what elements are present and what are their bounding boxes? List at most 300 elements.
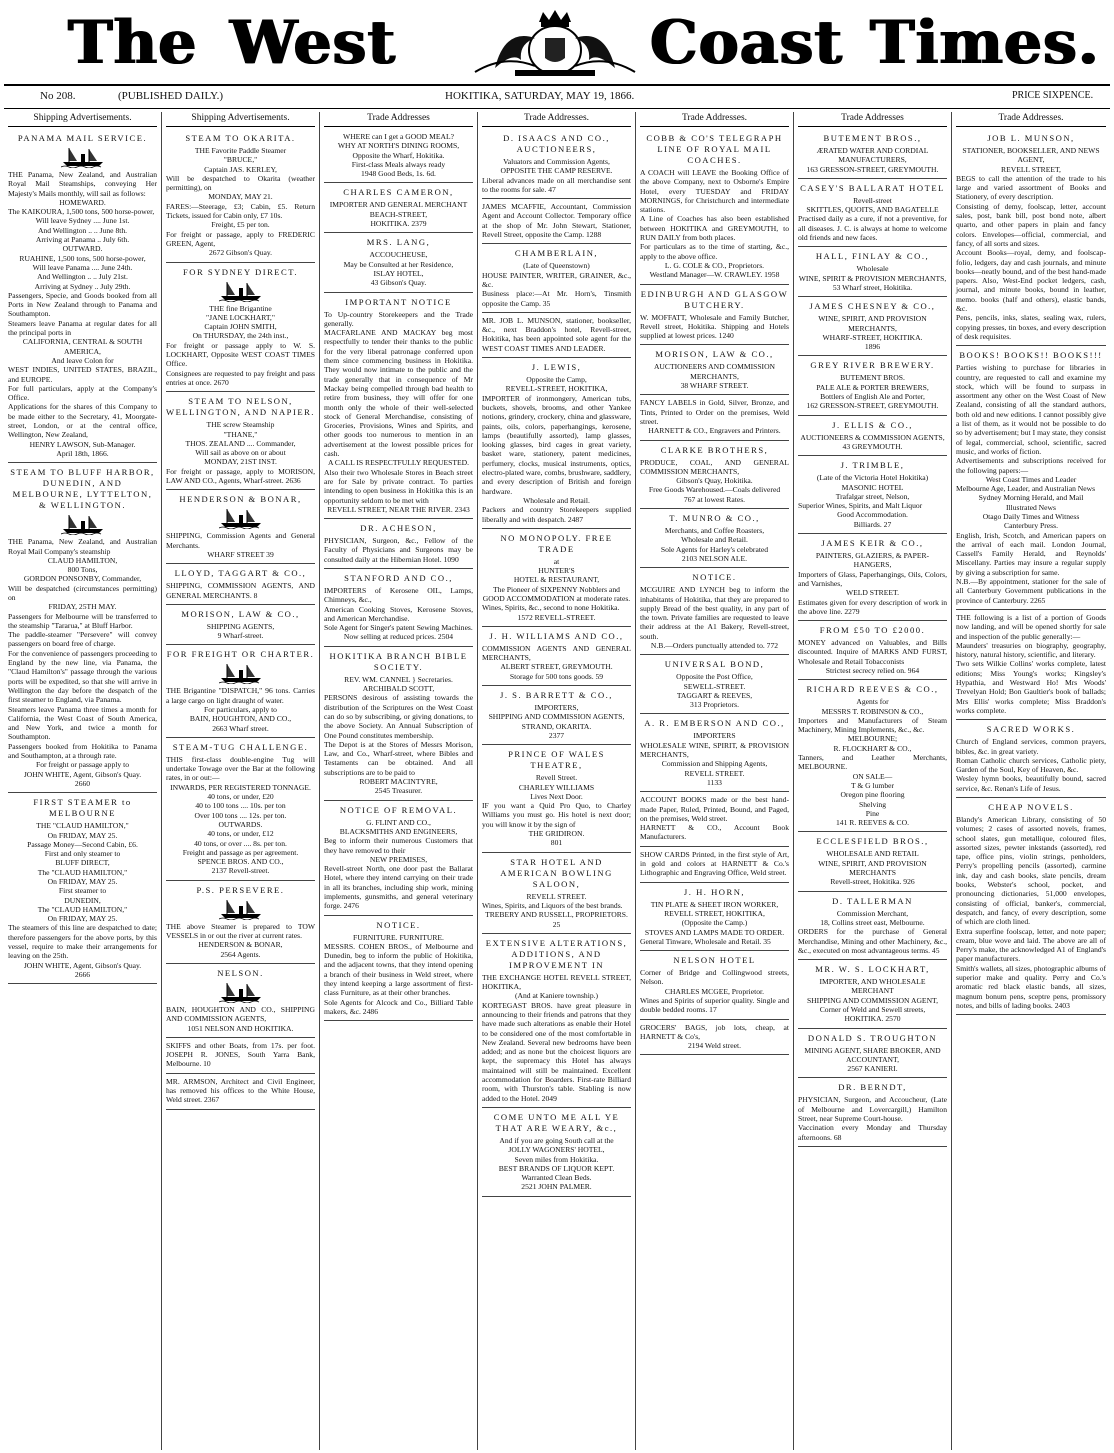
advertisement <box>956 129 1106 346</box>
steamship-icon <box>219 898 263 920</box>
ad-text: Importers of Glass, Paperhangings, Oils, Colors, and Varnishes, <box>798 569 947 588</box>
ad-text: ROBERT MACINTYRE, <box>359 777 438 787</box>
advertisement <box>956 346 1106 610</box>
ad-text: Commission Merchant, <box>836 908 909 918</box>
ad-text: 141 R. REEVES & CO. <box>836 818 909 828</box>
advertisement <box>324 647 473 801</box>
ad-title: STAR HOTEL AND AMERICAN BOWLING SALOON, <box>500 856 613 889</box>
advertisement <box>798 832 947 891</box>
ad-text: HUNTER'S <box>538 566 575 576</box>
ad-title: STEAM TO BLUFF HARBOR, DUNEDIN, AND MELBOURNE, LYTTELTON, & WELLINGTON. <box>10 467 155 511</box>
ad-title: IMPORTANT NOTICE <box>345 296 452 307</box>
issue-price: PRICE SIXPENCE. <box>1012 90 1094 101</box>
ad-text: GORDON PONSONBY, Commander, <box>23 574 142 584</box>
advertisement <box>324 129 473 183</box>
column-2 <box>162 112 320 1450</box>
ad-text: First-class Meals always ready <box>351 159 446 169</box>
ad-title: FIRST STEAMER to MELBOURNE <box>33 797 132 819</box>
ad-text: AUCTIONEERS & COMMISSION AGENTS, <box>800 432 945 442</box>
ad-text: TREBERY AND RUSSELL, PROPRIETORS. 25 <box>485 910 628 929</box>
ad-text: L. G. COLE & CO., Proprietors. <box>664 260 765 270</box>
issue-number: No 208. <box>40 90 76 102</box>
steamship-icon <box>61 146 105 168</box>
ad-text: AUCTIONEERS AND COMMISSION MERCHANTS, <box>653 362 776 381</box>
ad-text: COMMISSION AGENTS AND GENERAL MERCHANTS, <box>482 643 631 663</box>
ad-title: NELSON HOTEL <box>673 955 756 966</box>
ad-text: ORDERS for the purchase of General Merchandise, Mining and other Machinery, &c., &c., executed on most advantageous terms. 45 <box>798 927 947 955</box>
ad-title: JAMES KEIR & CO., <box>821 538 924 549</box>
ad-title: A. R. EMBERSON AND CO., <box>644 718 785 729</box>
ad-text: First and only steamer to <box>44 849 121 859</box>
ad-title: FOR FREIGHT OR CHARTER. <box>166 649 315 660</box>
ad-text: 18, Collins street east, Melbourne. <box>820 917 925 927</box>
ad-text: WEST INDIES, UNITED STATES, BRAZIL, and EUROPE. <box>8 365 157 384</box>
ad-text: 43 Gibson's Quay. <box>370 278 427 288</box>
ad-text: THE fine Brigantine <box>209 303 272 313</box>
ad-text: Strictest secrecy relied on. 964 <box>825 665 920 675</box>
ad-title: MR. W. S. LOCKHART, <box>815 964 930 975</box>
ad-title: J. TRIMBLE, <box>840 460 905 471</box>
ad-text: WHARF-STREET, HOKITIKA. <box>822 332 923 342</box>
ad-text: For full particulars, apply at the Company's Office. <box>8 383 157 403</box>
advertisement <box>798 1029 947 1079</box>
ad-text: IF you want a Quid Pro Quo, to Charley Williams you must go. His hotel is next door; you will know it by the sign of <box>482 801 631 829</box>
ad-text: Wesley hymn books, beautifully bound, sacred service, &c. Renan's Life of Jesus. <box>956 774 1106 793</box>
ad-text: Sole Agents for Harley's celebrated <box>660 544 769 554</box>
ad-text: WINE, SPIRIT, AND PROVISION MERCHANTS, <box>818 314 927 333</box>
column-heading: Trade Addresses <box>324 112 473 127</box>
ad-text: HARNETT & CO., Account Book Manufacturers. <box>640 823 789 842</box>
ad-text: THE Brigantine "DISPATCH," 96 tons. Carries a large cargo on light draught of water. <box>166 686 315 705</box>
ad-text: JOLLY WAGONERS' HOTEL, <box>508 1145 605 1155</box>
ad-text: Pens, pencils, inks, slates, sealing wax, rulers, copying presses, tin boxes, and every description of desk requisites. <box>956 313 1106 341</box>
ad-text: SHIPPING, Commission Agents and General Merchants. <box>166 531 315 550</box>
ad-text: Billiards. 27 <box>853 519 892 529</box>
advertisement <box>640 441 789 509</box>
ad-text: SKIFFS and other Boats, from 17s. per foot. JOSEPH R. JONES, South Yarra Bank, Melbourne. 10 <box>166 1040 315 1069</box>
ad-text: Over 100 tons .... 12s. per ton. <box>194 810 287 820</box>
ad-text: MINING AGENT, SHARE BROKER, AND <box>804 1045 941 1055</box>
ad-text: IMPORTER AND GENERAL MERCHANT <box>329 200 468 210</box>
ad-text: Steamers leave Panama at regular dates for all the principal ports in <box>8 318 157 338</box>
ad-title: STANFORD AND CO., <box>344 572 453 583</box>
ad-text: BUTEMENT BROS. <box>840 373 905 383</box>
advertisement <box>798 416 947 457</box>
ad-text: Gibson's Quay, Hokitika. <box>676 476 753 486</box>
ad-text: 2521 JOHN PALMER. <box>521 1182 592 1192</box>
advertisement <box>640 847 789 883</box>
advertisement <box>8 793 157 984</box>
ad-text: REV. WM. CANNEL } Secretaries. <box>344 674 453 684</box>
ad-text: Maunders' treasuries on biography, geography, history, natural history, scientific, and literary. <box>956 640 1106 660</box>
ad-title: STEAM TO OKARITA. <box>185 133 296 143</box>
ad-text: ACCOUNTANT, <box>845 1054 900 1064</box>
ad-text: REVELL STREET, <box>1001 164 1061 174</box>
ad-text: HOMEWARD. <box>59 197 106 207</box>
ad-text: 163 GRESSON-STREET, GREYMOUTH. <box>806 164 939 174</box>
ad-text: BEST BRANDS OF LIQUOR KEPT. <box>498 1163 615 1173</box>
ad-text: Estimates given for every description of work in the above line. 2279 <box>798 597 947 616</box>
issue-date: HOKITIKA, SATURDAY, MAY 19, 1866. <box>445 90 635 102</box>
ad-title: LLOYD, TAGGART & CO., <box>174 568 307 579</box>
steamship-icon <box>61 513 105 535</box>
ad-title: NELSON. <box>217 967 264 978</box>
advertisement <box>798 534 947 621</box>
ad-text: 2377 <box>548 730 565 740</box>
ad-title: D. ISAACS AND CO., AUCTIONEERS, <box>503 133 610 154</box>
ad-text: Also their two Wholesale Stores in Beach street are for Sale by private contract. To parties intending to open business in Hokitika this is an opportunity seldom to be met with <box>324 467 473 505</box>
ad-text: T & G lumber <box>850 780 895 790</box>
ad-text: Freight and passage as per agreement. <box>182 847 299 857</box>
ad-text: Extra superfine foolscap, letter, and note paper; cream, blue wove and laid. The above are all of Perry's make, the acknowledged A1 of England's paper manufacturers. <box>956 926 1106 964</box>
ad-text: Otago Daily Times and Witness <box>982 511 1080 521</box>
ad-text: ÆRATED WATER AND CORDIAL MANUFACTURERS, <box>816 146 929 165</box>
ad-title: NOTICE OF REMOVAL. <box>339 804 458 815</box>
ad-text: WHARF STREET 39 <box>207 549 274 559</box>
advertisement <box>166 881 315 964</box>
advertisement <box>8 463 157 793</box>
ad-text: The steamers of this line are despatched to date; therefore passengers for the above ports, by this vessel, require to make their arrangements for leaving on the 25th. <box>8 923 157 961</box>
ad-text: IMPORTERS <box>693 731 736 741</box>
ad-text: ON SALE— <box>852 771 893 781</box>
ad-text: Will leave Sydney .... June 1st. <box>35 216 130 226</box>
advertisement <box>482 529 631 627</box>
ad-text: The Pioneer of SIXPENNY Nobblers and <box>493 584 620 594</box>
ad-text: Consisting of demy, foolscap, letter, account sales, post, bank bill, post bond note, albert quarto, and other papers in plain and fancy colors. Envelopes—official, commercial, and fancy, of all sorts and sizes. <box>956 201 1106 248</box>
ad-text: 767 at lowest Rates. <box>683 494 746 504</box>
advertisement <box>640 285 789 346</box>
ad-title: CHAMBERLAIN, <box>514 248 599 259</box>
ad-text: THE Panama, New Zealand, and Australian Royal Mail Company's steamship <box>8 537 157 556</box>
masthead <box>0 8 1114 80</box>
ad-text: Tanners, and Leather Merchants, MELBOURNE. <box>798 753 947 772</box>
ad-text: OUTWARD. <box>62 244 103 254</box>
ad-text: N.B.—By appointment, stationer for the sale of all Canterbury Government publications in the province of Canterbury. 2265 <box>956 577 1106 605</box>
advertisement <box>640 792 789 846</box>
ad-text: Oregon pine flooring <box>840 790 905 800</box>
ad-text: 2672 Gibson's Quay. <box>208 248 273 258</box>
ad-text: REVELL STREET. <box>526 891 587 901</box>
ad-text: Bottlers of English Ale and Porter, <box>820 392 925 402</box>
ad-title: STEAM TO NELSON, WELLINGTON, AND NAPIER. <box>166 396 315 418</box>
ad-text: April 18th, 1866. <box>56 448 109 458</box>
advertisement <box>166 738 315 881</box>
ad-text: TIN PLATE & SHEET IRON WORKER, <box>650 899 779 909</box>
ad-text: Passage Money—Second Cabin, £6. <box>27 839 138 849</box>
ad-text: Arriving at Sydney .. July 29th. <box>34 281 131 291</box>
ad-text: BLACKSMITHS AND ENGINEERS, <box>339 826 458 836</box>
ad-text: Will be despatched (circumstances permitting) on <box>8 583 157 602</box>
ad-text: 2567 KANIERI. <box>847 1064 898 1074</box>
advertisement <box>956 798 1106 1015</box>
advertisement <box>640 395 789 440</box>
ad-text: THE above Steamer is prepared to TOW VESSELS in or out the river at current rates. <box>166 921 315 941</box>
ad-title: COBB & CO'S TELEGRAPH LINE OF ROYAL MAIL COACHES. <box>646 133 783 165</box>
column-heading: Trade Addresses. <box>956 112 1106 127</box>
ad-text: Good Accommodation. <box>837 510 908 520</box>
advertisement <box>324 916 473 1022</box>
ad-text: Freight, £5 per ton. <box>211 220 270 230</box>
advertisement <box>166 490 315 564</box>
ad-title: HOKITIKA BRANCH BIBLE SOCIETY. <box>329 650 468 672</box>
ad-text: WHY AT NORTH'S DINING ROOMS, <box>337 141 460 151</box>
ad-text: Revell Street. <box>535 773 578 783</box>
column-7 <box>952 112 1110 1450</box>
advertisement <box>482 244 631 312</box>
ad-text: SHOW CARDS Printed, in the first style of Art, in gold and colors at HARNETT & Co.'s Lithographic and Engraving Office, Weld street. <box>640 849 789 878</box>
ad-text: HOTEL & RESTAURANT, <box>513 575 600 585</box>
advertisement <box>482 745 631 852</box>
ad-text: OPPOSITE THE CAMP RESERVE. <box>500 166 613 176</box>
issue-frequency: (PUBLISHED DAILY.) <box>118 90 224 102</box>
advertisement <box>324 801 473 916</box>
ad-text: SHIPPING, COMMISSION AGENTS, AND GENERAL MERCHANTS. 8 <box>166 581 315 600</box>
advertisement <box>640 129 789 285</box>
ad-title: EXTENSIVE ALTERATIONS, ADDITIONS, AND IMPROVEMENT IN <box>485 937 628 970</box>
ad-text: Storage for 500 tons goods. 59 <box>509 671 604 681</box>
ad-title: HALL, FINLAY & CO., <box>815 251 930 262</box>
ad-text: The paddle-steamer "Persevere" will convey passengers on board free of charge. <box>8 630 157 649</box>
advertisement <box>798 621 947 680</box>
ad-text: 40 tons, or under, £12 <box>207 829 274 839</box>
advertisement <box>166 645 315 737</box>
advertisement <box>482 129 631 199</box>
ad-text: Passengers, Specie, and Goods booked from all Ports in New Zealand through to Panama and Southampton. <box>8 290 157 319</box>
issue-rule <box>4 108 1110 109</box>
ad-text: MESSRS T. ROBINSON & CO., <box>821 706 924 716</box>
ad-text: (Late of the Victoria Hotel Hokitika) <box>816 473 929 483</box>
ad-text: 1948 Good Beds, 1s. 6d. <box>361 169 436 179</box>
ad-text: HENRY LAWSON, Sub-Manager. <box>29 439 136 449</box>
ad-text: THE EXCHANGE HOTEL REVELL STREET, HOKITIKA, <box>482 972 631 992</box>
ad-text: INWARDS, PER REGISTERED TONNAGE. <box>170 782 311 792</box>
ad-text: 43 GREYMOUTH. <box>842 441 903 451</box>
ad-text: Opposite the Camp, <box>526 375 587 385</box>
ad-text: Melbourne Age, Leader, and Australian News <box>956 484 1096 494</box>
ad-text: A CALL IS RESPECTFULLY REQUESTED. <box>327 458 470 468</box>
column-heading: Trade Addresses. <box>640 112 789 127</box>
ad-text: WINE, SPIRIT & PROVISION MERCHANTS, <box>798 273 947 283</box>
ad-text: CHARLES MCGEE, Proprietor. <box>664 986 765 996</box>
ad-text: REVELL-STREET, HOKITIKA, <box>505 384 608 394</box>
ad-title: CHEAP NOVELS. <box>988 802 1074 812</box>
advertisement <box>166 605 315 646</box>
ad-text: BEACH-STREET, <box>369 209 428 219</box>
ad-text: Valuators and Commission Agents, <box>503 157 610 166</box>
steamship-icon <box>219 507 263 529</box>
ad-text: American Cooking Stoves, Kerosene Stoves, and American Merchandise. <box>324 604 473 623</box>
advertisement <box>640 655 789 714</box>
ad-title: PRINCE OF WALES THEATRE, <box>508 749 605 771</box>
ad-text: For freight or passage, apply to MORISON, LAW AND CO., Agents, Wharf-street. 2636 <box>166 466 315 486</box>
ad-text: 801 <box>550 838 563 848</box>
ad-text: Wholesale and Retail. <box>681 535 748 545</box>
ad-text: A COACH will LEAVE the Booking Office of the above Company, next to Osborne's Empire Hotel, every TUESDAY and FRIDAY MORNINGS, for Christchurch and intermediate stations. <box>640 168 789 215</box>
ad-text: G. FLINT AND CO., <box>366 817 431 827</box>
advertisement <box>640 345 789 395</box>
ad-text: Vaccination every Monday and Thursday afternoons. 68 <box>798 1123 947 1142</box>
advertisement <box>324 293 473 520</box>
column-heading: Shipping Advertisements. <box>8 112 157 127</box>
ad-text: MELBOURNE; <box>847 734 898 744</box>
ad-text: On FRIDAY, MAY 25. <box>47 877 118 886</box>
ad-text: Will leave Panama .... June 24th. <box>32 262 133 272</box>
ad-title: HENDERSON & BONAR, <box>179 494 302 505</box>
ad-title: DR. ACHESON, <box>360 523 437 534</box>
ad-text: On THURSDAY, the 24th inst., <box>192 331 289 341</box>
ad-text: THE "CLAUD HAMILTON," <box>36 821 129 831</box>
ad-text: SKITTLES, QUOITS, AND BAGATELLE <box>806 205 939 215</box>
ad-text: Seven miles from Hokitika. <box>514 1154 599 1164</box>
advertisement <box>640 568 789 655</box>
ad-text: BEGS to call the attention of the trade to his large and varied assortment of Books and Stationery, of every description. <box>956 173 1106 202</box>
ad-text: Advertisements and subscriptions received for the following papers:— <box>956 456 1106 475</box>
ad-text: THOS. ZEALAND .... Commander, <box>185 438 296 448</box>
advertisement <box>482 627 631 686</box>
ad-text: English, Irish, Scotch, and American papers on the arrival of each mail. London Journal, Cassell's Family Herald, and Reynolds' Miscellany. Parties may insure a regular supply by giving a subscription for same. <box>956 530 1106 577</box>
ad-text: MCGUIRE AND LYNCH beg to inform the inhabitants of Hokitika, that they are prepared to supply Bread of the best quality, in any part of the town. Private families are requested to leave their address at the A1 Bakery, Revell-street, south. <box>640 585 789 641</box>
advertisement <box>8 129 157 463</box>
ad-title: FROM £50 TO £2000. <box>819 625 926 636</box>
ad-text: ACCOUCHEUSE, <box>369 250 428 260</box>
ad-text: STRAND, OKARITA. <box>521 721 592 731</box>
ad-text: Now selling at reduced prices. 2504 <box>343 632 454 642</box>
advertisement <box>640 509 789 568</box>
column-1 <box>4 112 162 1450</box>
ad-text: Corner of Bridge and Collingwood streets, Nelson. <box>640 968 789 987</box>
column-5 <box>636 112 794 1450</box>
advertisement <box>798 456 947 534</box>
ad-text: For particulars as to the time of starting, &c., apply to the above office. <box>640 242 789 261</box>
ad-text: JAMES MCAFFIE, Accountant, Commission Agent and Account Collector. Temporary office at the shop of Mr. John Stewart, Stationer, Revell Street, opposite the Camp. 1288 <box>482 202 631 240</box>
ad-text: Superior Wines, Spirits, and Malt Liquor <box>798 501 923 511</box>
ad-text: 40 tons, or under, £20 <box>207 792 274 802</box>
ad-text: THE Favorite Paddle Steamer <box>194 146 287 155</box>
advertisement <box>324 233 473 292</box>
steamship-icon <box>219 662 263 684</box>
ad-text: General Tinware, Wholesale and Retail. 35 <box>640 936 771 946</box>
ad-text: May be Consulted at her Residence, <box>343 259 454 269</box>
ad-text: 2103 NELSON ALE. <box>681 553 748 563</box>
ad-text: Sole Agents for Alcock and Co., Billiard Table makers, &c. 2486 <box>324 997 473 1016</box>
ad-text: FARES:—Steerage, £3; Cabin, £5. Return Tickets, issued for Cabin only, £7 10s. <box>166 201 315 221</box>
ad-title: EDINBURGH AND GLASGOW BUTCHERY. <box>640 288 789 310</box>
ad-text: MR. JOB L. MUNSON, stationer, bookseller, &c., next Braddon's hotel, Revell-street, Hokitika, has been appointed sole agent for the WEST COAST TIMES AND LEADER. <box>482 315 631 353</box>
ad-title: GREY RIVER BREWERY. <box>810 360 935 371</box>
ad-text: ACCOUNT BOOKS made or the best hand-made Paper, Ruled, Printed, Bound, and Paged, on the premises, Weld street. <box>640 795 789 823</box>
ad-text: 162 GRESSON-STREET, GREYMOUTH. <box>806 401 939 411</box>
ad-text: Smith's wallets, all sizes, photographic albums of superior make and quality. Perry and Co.'s aromatic red black elastic bands, all sizes, magnum bonum pens, sceptre pens, promissory notes, and bills of lading books. 2403 <box>956 963 1106 1010</box>
advertisement <box>482 313 631 358</box>
ad-title: J. ELLIS & CO., <box>832 419 913 430</box>
advertisement <box>166 1038 315 1074</box>
steamship-icon <box>219 981 263 1003</box>
ad-text: KORTEGAST BROS. have great pleasure in announcing to their friends and patrons that they have made such alterations as enable their Hotel to be considered one of the most comfortable in New Zealand. Several new bedrooms have been added; and as none but the choicest liquors are kept, the supremacy this Hotel has always maintained will still be maintained. Excellent accommodation for Boarders. First-rate Billiard room, with Thurston's table. Stabling is now added to the Hotel. 2049 <box>482 1000 631 1103</box>
masthead-word: Times. <box>870 8 1100 78</box>
ad-text: MESSRS. COHEN BROS., of Melbourne and Dunedin, beg to inform the public of Hokitika, and the adjacent towns, that they intend opening a branch of their business in Weld street, where they intend keeping a large assortment of first-class Furniture, as at their other branches. <box>324 941 473 998</box>
ad-text: The KAIKOURA, 1,500 tons, 500 horse-power, <box>8 207 155 217</box>
ad-text: 1133 <box>707 777 722 787</box>
ad-text: BAIN, HOUGHTON AND CO., SHIPPING AND COMMISSION AGENTS, <box>166 1004 315 1024</box>
ad-text: THE Panama, New Zealand, and Australian Royal Mail Steamships, conveying Her Majesty's Mails monthly, will sail as follows: <box>8 170 157 198</box>
ad-text: RUAHINE, 1,500 tons, 500 horse-power, <box>19 253 146 263</box>
advertisement <box>166 564 315 605</box>
advertisement <box>482 199 631 244</box>
advertisement <box>798 179 947 247</box>
ad-text: And Wellington .. .. July 21st. <box>37 272 128 282</box>
ad-text: Sole Agent for Singer's patent Sewing Machines. <box>324 623 473 633</box>
ad-text: REVELL STREET. <box>684 768 745 778</box>
ad-text: Wholesale and Retail. <box>523 495 590 505</box>
ad-text: The "CLAUD HAMILTON," <box>37 904 128 914</box>
advertisement <box>640 714 789 792</box>
ad-text: CLAUD HAMILTON, <box>47 555 118 565</box>
ad-text: THE screw Steamship <box>206 420 275 430</box>
ad-text: Wholesale <box>856 264 889 274</box>
masthead-word: The <box>68 8 198 78</box>
ad-text: SEWELL-STREET. <box>683 681 746 691</box>
ad-text: WHERE can I get a GOOD MEAL? <box>343 132 454 141</box>
ad-text: 2666 <box>74 969 91 979</box>
ad-text: (Opposite the Camp.) <box>681 918 748 928</box>
ad-text: WHOLESALE AND RETAIL <box>826 849 919 859</box>
ad-text: Steamers leave Panama three times a month for California, the West Coast of South America, and New York, and twice a month for Southampton. <box>8 704 157 742</box>
ad-text: SHIPPING AND COMMISSION AGENTS, <box>488 712 625 722</box>
ad-text: 2663 Wharf street. <box>212 723 269 733</box>
ad-text: SPENCE BROS. AND CO., <box>197 857 284 867</box>
ad-text: HENDERSON & BONAR, <box>198 940 283 950</box>
advertisement <box>798 247 947 297</box>
ad-text: MONEY advanced on Valuables, and Bills discounted. Inquire of MARKS AND FURST, Wholesale and Retail Tobacconists <box>798 638 947 666</box>
advertisement <box>324 183 473 233</box>
ad-text: "THANE," <box>223 429 258 439</box>
advertisement <box>482 934 631 1108</box>
ad-text: Liberal advances made on all merchandise sent to the rooms for sale. 47 <box>482 175 631 194</box>
ad-text: 2564 Agents. <box>220 949 261 959</box>
ad-title: ECCLESFIELD BROS., <box>816 836 929 847</box>
ad-text: 313 Proprietors. <box>690 700 739 710</box>
ad-text: 40 tons, or over .... 8s. per ton. <box>194 838 287 848</box>
ad-text: Blandy's American Library, consisting of 50 volumes; 2 cases of assorted novels, frames, school slates, gun metallique, coloured files, assorted sizes, pewter inkstands (assorted), red tape, office pins, violin strings, penholders, Perry's propelling pencils (assorted), carmine ink, day and cash books, slate pencils, dream books, Webster's school, pocket, and pronouncing dictionaries, 51,000 envelopes, consisting of official, banker's, commercial, despatch, and fancy, of every description, some of which are cloth lined. <box>956 815 1106 927</box>
ad-text: THE following is a list of a portion of Goods now landing, and will be opened shortly for sale and inspection of the public generally:— <box>956 612 1106 641</box>
ad-title: JAMES CHESNEY & CO., <box>809 301 936 312</box>
ad-text: Will sail as above on or about <box>195 448 286 458</box>
ad-text: For particulars, apply to <box>204 704 277 714</box>
ad-title: SACRED WORKS. <box>986 724 1076 735</box>
ad-title: MORISON, LAW & CO., <box>181 608 300 619</box>
ad-text: CALIFORNIA, CENTRAL & SOUTH AMERICA, <box>22 337 143 356</box>
ad-text: JOHN WHITE, Agent, Gibson's Quay. <box>23 960 142 970</box>
advertisement <box>798 892 947 960</box>
ad-text: MACFARLANE AND MACKAY beg most respectfully to tender their thanks to the public for the very liberal patronage conferred upon them since commencing business in Hokitika. They would now intimate to the public and the trade generally that in consequence of Mr Mackay being compelled through bad health to retire from business, they will offer for one month only the whole of their well-selected stock of General Merchandise, consisting of Groceries, Provisions, Wines and Spirits, and other goods too numerous to mention in an advertisement at the lowest possible prices for cash. <box>324 328 473 459</box>
ad-text: MONDAY, MAY 21. <box>208 192 273 202</box>
ad-text: Revell-street, Hokitika. 926 <box>830 877 915 887</box>
ad-title: D. TALLERMAN <box>832 895 913 906</box>
ad-text: PERSONS desirous of assisting towards the distribution of the Scriptures on the West Coast can do so by subscribing, or giving donations, to the above Society. An Annual Subscription of One Pound constitutes membership. <box>324 693 473 740</box>
ad-text: BLUFF DIRECT, <box>55 858 110 868</box>
advertisement <box>956 720 1106 798</box>
ad-text: ISLAY HOTEL, <box>373 268 424 278</box>
ad-text: WINE, SPIRIT, AND PROVISION MERCHANTS <box>818 858 927 878</box>
ad-text: SHIPPING AND COMMISSION AGENT, <box>806 995 939 1005</box>
ad-title: STEAM-TUG CHALLENGE. <box>172 741 309 752</box>
ad-text: A Line of Coaches has also been established between HOKITIKA and GREYMOUTH, to RUN DAILY from both places. <box>640 214 789 243</box>
advertisement <box>482 853 631 934</box>
column-4 <box>478 112 636 1450</box>
ad-text: HOUSE PAINTER, WRITER, GRAINER, &c., &c. <box>482 270 631 289</box>
column-3 <box>320 112 478 1450</box>
ad-title: T. MUNRO & CO., <box>669 513 760 524</box>
